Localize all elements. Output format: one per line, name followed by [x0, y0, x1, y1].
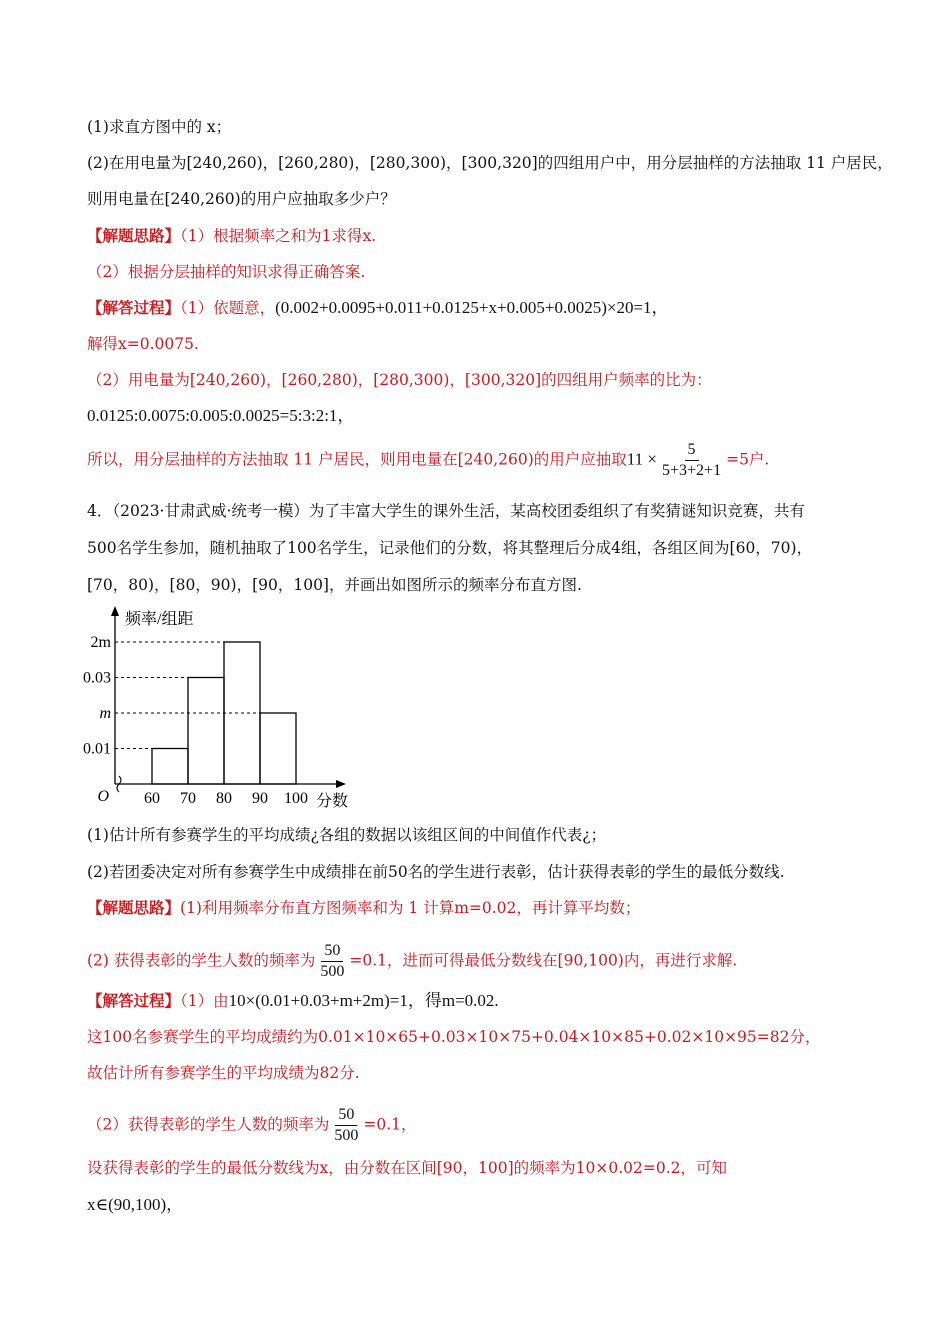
thinking-2-result: =0.1，进而可得最低分数线在[90,100)内，再进行求解. — [349, 951, 738, 970]
question-2-line1: (2)在用电量为[240,260)，[260,280)，[280,300)，[300,320]的四组用户中，用分层抽样的方法抽取 11 户居民， — [87, 154, 893, 172]
problem4-process-2-interval: 设获得表彰的学生的最低分数线为x，由分数在区间[90，100]的频率为10×0.02=0.2，可知 — [87, 1159, 728, 1177]
y-tick-label: 2m — [90, 634, 111, 651]
frequency-histogram — [80, 604, 370, 810]
problem4-line3: [70，80)，[80，90)，[90，100]，并画出如图所示的频率分布直方图. — [87, 576, 582, 594]
y-tick-label: 0.01 — [83, 740, 111, 758]
fraction — [331, 1106, 361, 1145]
thinking-1 — [87, 225, 376, 247]
chart-bars — [152, 642, 296, 784]
histogram-bar — [152, 749, 188, 785]
conclusion-text: 所以，用分层抽样的方法抽取 11 户居民，则用电量在[240,260)的用户应抽取 — [87, 450, 627, 469]
histogram-bar — [260, 713, 296, 784]
y-axis-label: 频率/组距 — [125, 611, 194, 628]
process-label: 【解答过程】 — [87, 991, 181, 1010]
problem4-process-mean: 这100名参赛学生的平均成绩约为0.01×10×65+0.03×10×75+0.04×10×85+0.02×10×95=82分， — [87, 1028, 821, 1046]
process-equation: 10×(0.01+0.03+m+2m)=1，得m=0.02. — [228, 991, 499, 1010]
process-2-text: （2）获得表彰的学生人数的频率为 — [87, 1115, 330, 1134]
process-equation: (0.002+0.0095+0.011+0.0125+x+0.005+0.0025)×20=1， — [275, 298, 669, 317]
x-tick-label: 90 — [252, 790, 268, 807]
x-tick-label: 60 — [144, 790, 160, 807]
fraction — [659, 441, 724, 480]
fraction-denominator: 5+3+2+1 — [662, 462, 722, 479]
histogram-bar — [188, 678, 224, 785]
process-1 — [87, 297, 669, 319]
process-2-ratio: 0.0125:0.0075:0.005:0.0025=5:3:2:1， — [87, 406, 355, 425]
fraction-denominator: 500 — [334, 1127, 359, 1144]
problem4-process-1 — [87, 990, 499, 1012]
x-axis-arrow — [336, 780, 346, 788]
process-2-intro: （2）用电量为[240,260)，[260,280)，[280,300)，[300,320]的四组用户频率的比为： — [87, 371, 712, 389]
problem4-thinking-1 — [87, 897, 640, 919]
chart-axes — [111, 606, 346, 792]
x-tick-label: 70 — [180, 790, 196, 807]
fraction-numerator: 50 — [321, 942, 343, 962]
x-tick-label: 80 — [216, 790, 232, 807]
process-2-result: =0.1， — [363, 1115, 417, 1134]
problem4-thinking-2 — [87, 942, 737, 981]
x-tick-label: 100 — [284, 790, 308, 807]
thinking-text: （1）根据频率之和为1求得x. — [180, 227, 377, 245]
problem4-line1: 4．（2023·甘肃武威·统考一模）为了丰富大学生的课外生活，某高校团委组织了有奖猜谜知识竞赛，共有 — [87, 502, 805, 520]
origin-label: O — [97, 788, 109, 805]
problem4-line2: 500名学生参加，随机抽取了100名学生，记录他们的分数，将其整理后分成4组，各组区间为[60，70)， — [87, 539, 813, 557]
fraction-numerator: 5 — [685, 441, 699, 461]
thinking-2-text: (2) 获得表彰的学生人数的频率为 — [87, 951, 316, 970]
thinking-label: 【解题思路】 — [87, 898, 181, 917]
process-text: （1）由 — [180, 992, 229, 1010]
process-label: 【解答过程】 — [87, 298, 181, 317]
fraction — [317, 942, 347, 981]
process-2-conclusion — [87, 441, 769, 480]
chart-labels — [83, 610, 348, 810]
problem4-question-2: (2)若团委决定对所有参赛学生中成绩排在前50名的学生进行表彰，估计获得表彰的学生的最低分数线. — [87, 863, 785, 881]
problem4-question-1: (1)估计所有参赛学生的平均成绩¿各组的数据以该组区间的中间值作代表¿； — [87, 826, 607, 844]
y-tick-label: 0.03 — [83, 669, 111, 687]
conclusion-result: =5户. — [726, 450, 770, 469]
x-axis-label: 分数 — [316, 793, 349, 810]
thinking-2: （2）根据分层抽样的知识求得正确答案. — [87, 263, 366, 281]
thinking-label: 【解题思路】 — [87, 226, 181, 245]
y-axis-arrow — [111, 606, 119, 616]
problem4-process-2 — [87, 1106, 417, 1145]
y-tick-label: m — [99, 705, 111, 722]
conclusion-multiplier: 11 × — [626, 449, 657, 469]
fraction-numerator: 50 — [335, 1106, 357, 1126]
fraction-denominator: 500 — [320, 963, 345, 980]
process-text: （1）依题意， — [180, 299, 276, 317]
process-1-result: 解得x=0.0075. — [87, 335, 199, 353]
question-1: (1)求直方图中的 x； — [87, 118, 232, 136]
problem4-process-mean-conclusion: 故估计所有参赛学生的平均成绩为82分. — [87, 1064, 360, 1082]
problem4-process-2-range: x∈(90,100)， — [87, 1195, 184, 1214]
question-2-line2: 则用电量在[240,260)的用户应抽取多少户？ — [87, 190, 396, 208]
thinking-text: (1)利用频率分布直方图频率和为 1 计算m=0.02，再计算平均数； — [180, 899, 641, 917]
